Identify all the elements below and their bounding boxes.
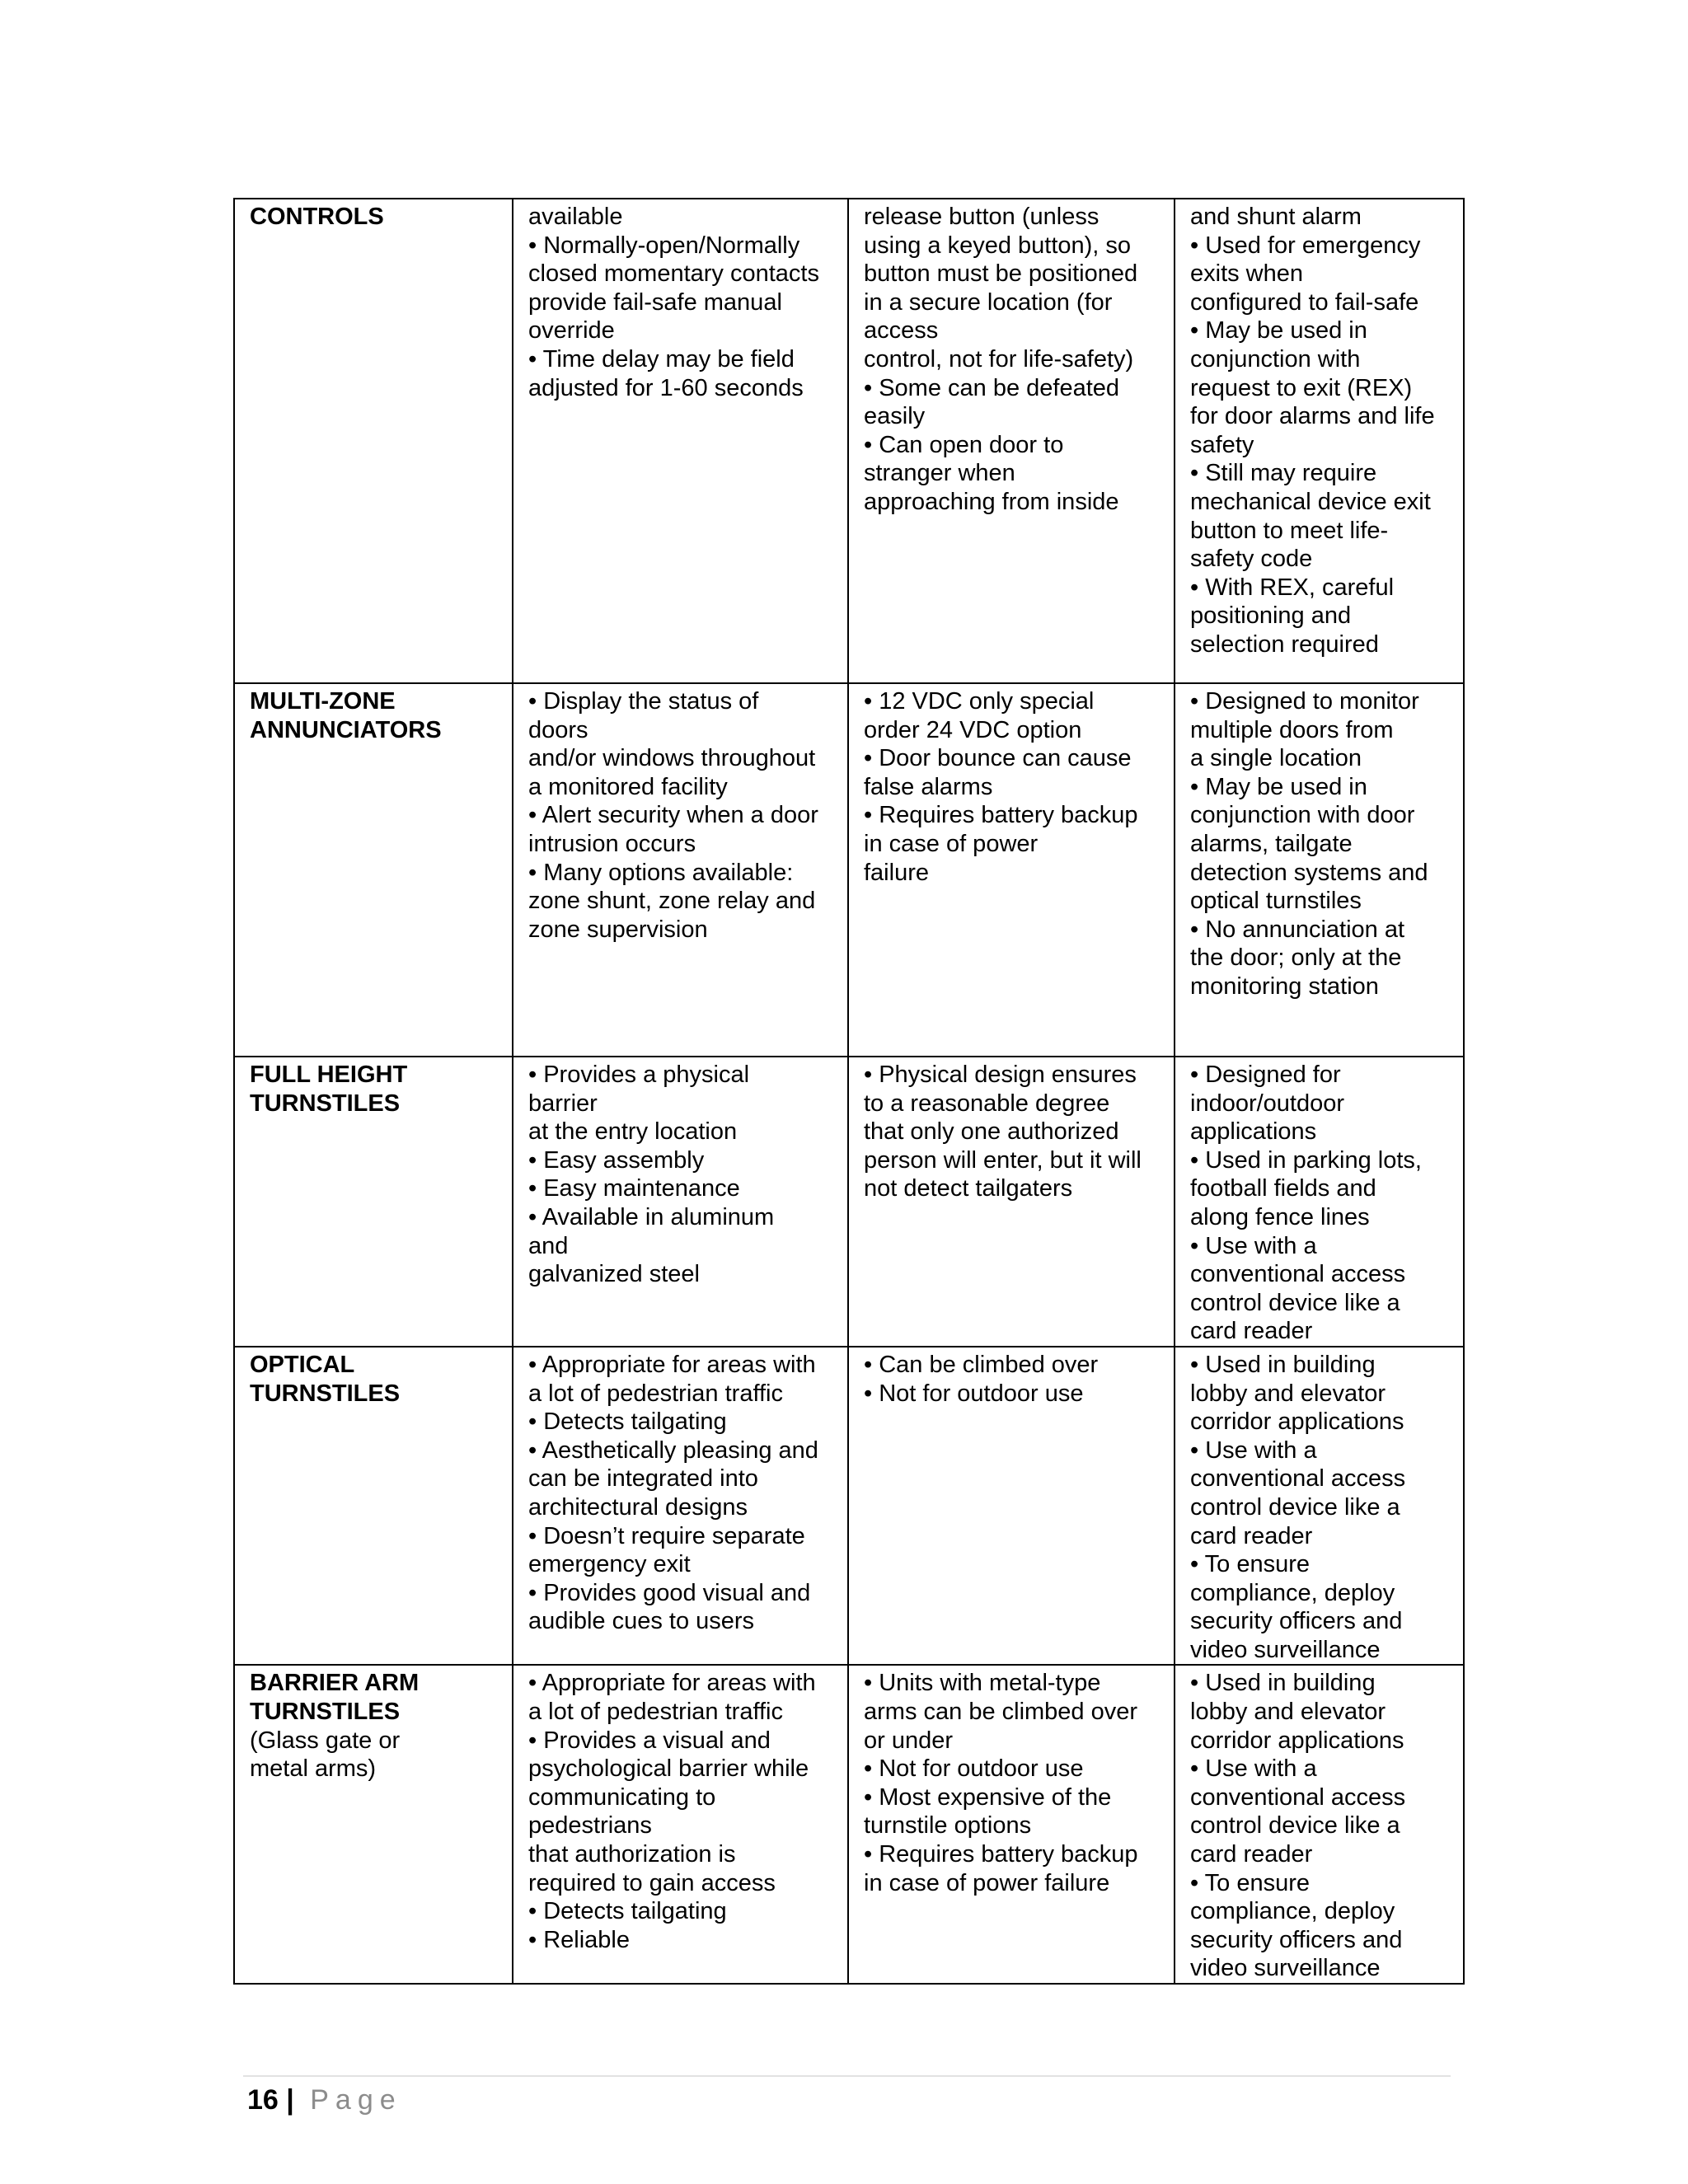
category-cell [234, 683, 513, 1057]
cell-text-line: security officers and [1190, 1926, 1403, 1953]
cell-text-line: and [528, 1232, 569, 1259]
category-label: CONTROLS [250, 204, 384, 230]
cell-text-line: applications [1190, 1118, 1317, 1146]
category-label: TURNSTILES [250, 1380, 401, 1407]
cell-text-line: a monitored facility [528, 773, 728, 800]
cell-text-line: • No annunciation at [1190, 916, 1405, 943]
cell-text-line: or under [864, 1727, 954, 1754]
limitations-cell [848, 1057, 1175, 1347]
applications-cell [1175, 199, 1464, 683]
table-row [234, 683, 1464, 1057]
category-note: metal arms) [250, 1755, 377, 1783]
cell-text-line: • Used for emergency [1190, 232, 1421, 259]
cell-text-line: • Requires battery backup [864, 1841, 1138, 1868]
cell-text-line: positioning and [1190, 602, 1352, 630]
cell-text-line: can be integrated into [528, 1465, 758, 1493]
cell-text-line: control, not for life-safety) [864, 345, 1134, 373]
cell-text-line: • Requires battery backup [864, 802, 1138, 829]
cell-text-line: • Provides a physical [528, 1062, 750, 1088]
cell-text-line: person will enter, but it will [864, 1146, 1142, 1174]
cell-text-line: • Still may require [1190, 460, 1377, 487]
cell-text-line: a lot of pedestrian traffic [528, 1699, 783, 1726]
table-row [234, 1057, 1464, 1347]
cell-text-line: • May be used in [1190, 773, 1367, 800]
cell-text-line: adjusted for 1-60 seconds [528, 374, 804, 401]
limitations-cell [848, 1347, 1175, 1666]
cell-text-line: along fence lines [1190, 1203, 1370, 1230]
cell-text-line: • Designed to monitor [1190, 688, 1419, 715]
cell-text-line: • Used in building [1190, 1351, 1376, 1378]
cell-text-line: compliance, deploy [1190, 1579, 1395, 1606]
description-cell [513, 1665, 848, 1984]
cell-text-line: corridor applications [1190, 1408, 1404, 1436]
category-cell [234, 199, 513, 683]
cell-text-line: turnstile options [864, 1812, 1032, 1840]
cell-text-line: • Provides a visual and [528, 1727, 771, 1754]
table-row [234, 1347, 1464, 1666]
cell-text-line: to a reasonable degree [864, 1090, 1110, 1117]
cell-text-line: • Alert security when a door [528, 802, 818, 829]
cell-text-line: conventional access [1190, 1465, 1406, 1493]
cell-text-line: • Time delay may be field [528, 345, 795, 373]
cell-text-line: • Not for outdoor use [864, 1380, 1084, 1407]
cell-text-line: and/or windows throughout [528, 745, 816, 772]
cell-text-line: • May be used in [1190, 317, 1367, 344]
cell-text-line: selection required [1190, 630, 1379, 658]
cell-text-line: • Most expensive of the [864, 1783, 1112, 1811]
footer-divider [243, 2075, 1451, 2077]
category-cell [234, 1665, 513, 1984]
cell-text-line: psychological barrier while [528, 1755, 809, 1783]
cell-text-line: stranger when [864, 460, 1015, 487]
cell-text-line: • Not for outdoor use [864, 1755, 1084, 1783]
cell-text-line: release button (unless [864, 204, 1100, 230]
cell-text-line: in case of power failure [864, 1869, 1110, 1896]
table-row [234, 199, 1464, 683]
cell-text-line: • Easy maintenance [528, 1175, 740, 1202]
cell-text-line: • Can open door to [864, 431, 1064, 458]
cell-text-line: arms can be climbed over [864, 1699, 1138, 1726]
cell-text-line: • Door bounce can cause [864, 745, 1132, 772]
cell-text-line: button must be positioned [864, 260, 1138, 288]
cell-text-line: • Some can be defeated [864, 374, 1120, 401]
cell-text-line: available [528, 204, 623, 230]
category-label: MULTI-ZONE [250, 688, 396, 715]
cell-text-line: in a secure location (for [864, 288, 1113, 316]
cell-text-line: card reader [1190, 1841, 1313, 1868]
cell-text-line: • Many options available: [528, 859, 794, 886]
cell-text-line: barrier [528, 1090, 598, 1117]
cell-text-line: that only one authorized [864, 1118, 1119, 1146]
cell-text-line: closed momentary contacts [528, 260, 819, 288]
category-cell [234, 1057, 513, 1347]
cell-text-line: conventional access [1190, 1261, 1406, 1288]
cell-text-line: in case of power [864, 830, 1039, 857]
cell-text-line: at the entry location [528, 1118, 738, 1146]
applications-cell [1175, 683, 1464, 1057]
cell-text-line: audible cues to users [528, 1608, 755, 1635]
cell-text-line: conjunction with [1190, 345, 1361, 373]
cell-text-line: • Appropriate for areas with [528, 1351, 816, 1378]
cell-text-line: conventional access [1190, 1783, 1406, 1811]
cell-text-line: compliance, deploy [1190, 1898, 1395, 1925]
cell-text-line: using a keyed button), so [864, 232, 1132, 259]
cell-text-line: • Available in aluminum [528, 1203, 775, 1230]
cell-text-line: a single location [1190, 745, 1362, 772]
description-cell [513, 1347, 848, 1666]
cell-text-line: exits when [1190, 260, 1304, 288]
cell-text-line: • Use with a [1190, 1436, 1317, 1464]
cell-text-line: safety code [1190, 546, 1313, 573]
cell-text-line: • Easy assembly [528, 1146, 705, 1174]
page-number: 16 [247, 2084, 279, 2116]
cell-text-line: pedestrians [528, 1812, 652, 1840]
cell-text-line: not detect tailgaters [864, 1175, 1073, 1202]
category-cell [234, 1347, 513, 1666]
cell-text-line: • Aesthetically pleasing and [528, 1436, 818, 1464]
cell-text-line: • Detects tailgating [528, 1408, 727, 1436]
cell-text-line: failure [864, 859, 929, 886]
description-cell [513, 1057, 848, 1347]
category-label: OPTICAL [250, 1351, 355, 1378]
description-cell [513, 199, 848, 683]
cell-text-line: football fields and [1190, 1175, 1376, 1202]
cell-text-line: emergency exit [528, 1551, 691, 1578]
cell-text-line: intrusion occurs [528, 830, 696, 857]
cell-text-line: • Use with a [1190, 1232, 1317, 1259]
cell-text-line: lobby and elevator [1190, 1380, 1386, 1407]
table-body [234, 199, 1464, 1984]
cell-text-line: zone shunt, zone relay and [528, 888, 816, 915]
category-label: ANNUNCIATORS [250, 716, 442, 743]
cell-text-line: detection systems and [1190, 859, 1428, 886]
cell-text-line: easily [864, 403, 926, 430]
limitations-cell [848, 199, 1175, 683]
cell-text-line: • With REX, careful [1190, 574, 1395, 601]
cell-text-line: multiple doors from [1190, 716, 1394, 743]
cell-text-line: alarms, tailgate [1190, 830, 1353, 857]
limitations-cell [848, 1665, 1175, 1984]
applications-cell [1175, 1347, 1464, 1666]
cell-text-line: a lot of pedestrian traffic [528, 1380, 783, 1407]
cell-text-line: the door; only at the [1190, 944, 1402, 972]
cell-text-line: • Used in parking lots, [1190, 1146, 1422, 1174]
category-label: TURNSTILES [250, 1699, 401, 1726]
cell-text-line: galvanized steel [528, 1261, 700, 1288]
cell-text-line: configured to fail-safe [1190, 288, 1419, 316]
cell-text-line: monitoring station [1190, 972, 1379, 1000]
cell-text-line: • Normally-open/Normally [528, 232, 800, 259]
cell-text-line: • Reliable [528, 1926, 630, 1953]
cell-text-line: card reader [1190, 1318, 1313, 1345]
applications-cell [1175, 1665, 1464, 1984]
cell-text-line: • Provides good visual and [528, 1579, 811, 1606]
cell-text-line: • Physical design ensures [864, 1062, 1137, 1088]
cell-text-line: optical turnstiles [1190, 888, 1362, 915]
description-cell [513, 683, 848, 1057]
cell-text-line: control device like a [1190, 1493, 1400, 1521]
cell-text-line: • Display the status of [528, 688, 759, 715]
cell-text-line: order 24 VDC option [864, 716, 1082, 743]
cell-text-line: • Units with metal-type [864, 1670, 1101, 1697]
cell-text-line: control device like a [1190, 1812, 1400, 1840]
cell-text-line: zone supervision [528, 916, 708, 943]
cell-text-line: required to gain access [528, 1869, 776, 1896]
cell-text-line: override [528, 317, 615, 344]
cell-text-line: • To ensure [1190, 1869, 1311, 1896]
cell-text-line: conjunction with door [1190, 802, 1415, 829]
cell-text-line: • Designed for [1190, 1062, 1341, 1088]
cell-text-line: mechanical device exit [1190, 488, 1431, 515]
cell-text-line: provide fail-safe manual [528, 288, 782, 316]
cell-text-line: • Use with a [1190, 1755, 1317, 1783]
category-note: (Glass gate or [250, 1727, 401, 1754]
cell-text-line: • To ensure [1190, 1551, 1311, 1578]
cell-text-line: • 12 VDC only special [864, 688, 1095, 715]
table-row [234, 1665, 1464, 1984]
cell-text-line: architectural designs [528, 1493, 748, 1521]
cell-text-line: lobby and elevator [1190, 1699, 1386, 1726]
cell-text-line: for door alarms and life [1190, 403, 1435, 430]
cell-text-line: • Appropriate for areas with [528, 1670, 816, 1697]
cell-text-line: • Used in building [1190, 1670, 1376, 1697]
cell-text-line: • Doesn’t require separate [528, 1522, 805, 1549]
cell-text-line: video surveillance [1190, 1955, 1381, 1982]
limitations-cell [848, 683, 1175, 1057]
cell-text-line: • Detects tailgating [528, 1898, 727, 1925]
category-label: TURNSTILES [250, 1090, 401, 1117]
category-label: BARRIER ARM [250, 1670, 420, 1697]
device-comparison-table [233, 198, 1465, 1985]
cell-text-line: that authorization is [528, 1841, 736, 1868]
cell-text-line: and shunt alarm [1190, 204, 1362, 230]
cell-text-line: indoor/outdoor [1190, 1090, 1345, 1117]
cell-text-line: request to exit (REX) [1190, 374, 1413, 401]
cell-text-line: safety [1190, 431, 1254, 458]
cell-text-line: button to meet life- [1190, 517, 1389, 544]
cell-text-line: doors [528, 716, 588, 743]
cell-text-line: control device like a [1190, 1289, 1400, 1316]
cell-text-line: corridor applications [1190, 1727, 1404, 1754]
cell-text-line: approaching from inside [864, 488, 1119, 515]
cell-text-line: security officers and [1190, 1608, 1403, 1635]
page-footer [247, 2083, 402, 2116]
category-label: FULL HEIGHT [250, 1062, 408, 1088]
footer-separator: | [286, 2084, 294, 2116]
cell-text-line: • Can be climbed over [864, 1351, 1099, 1378]
page-label: Page [310, 2084, 402, 2116]
cell-text-line: video surveillance [1190, 1636, 1381, 1663]
applications-cell [1175, 1057, 1464, 1347]
cell-text-line: card reader [1190, 1522, 1313, 1549]
cell-text-line: communicating to [528, 1783, 716, 1811]
cell-text-line: access [864, 317, 939, 344]
cell-text-line: false alarms [864, 773, 993, 800]
